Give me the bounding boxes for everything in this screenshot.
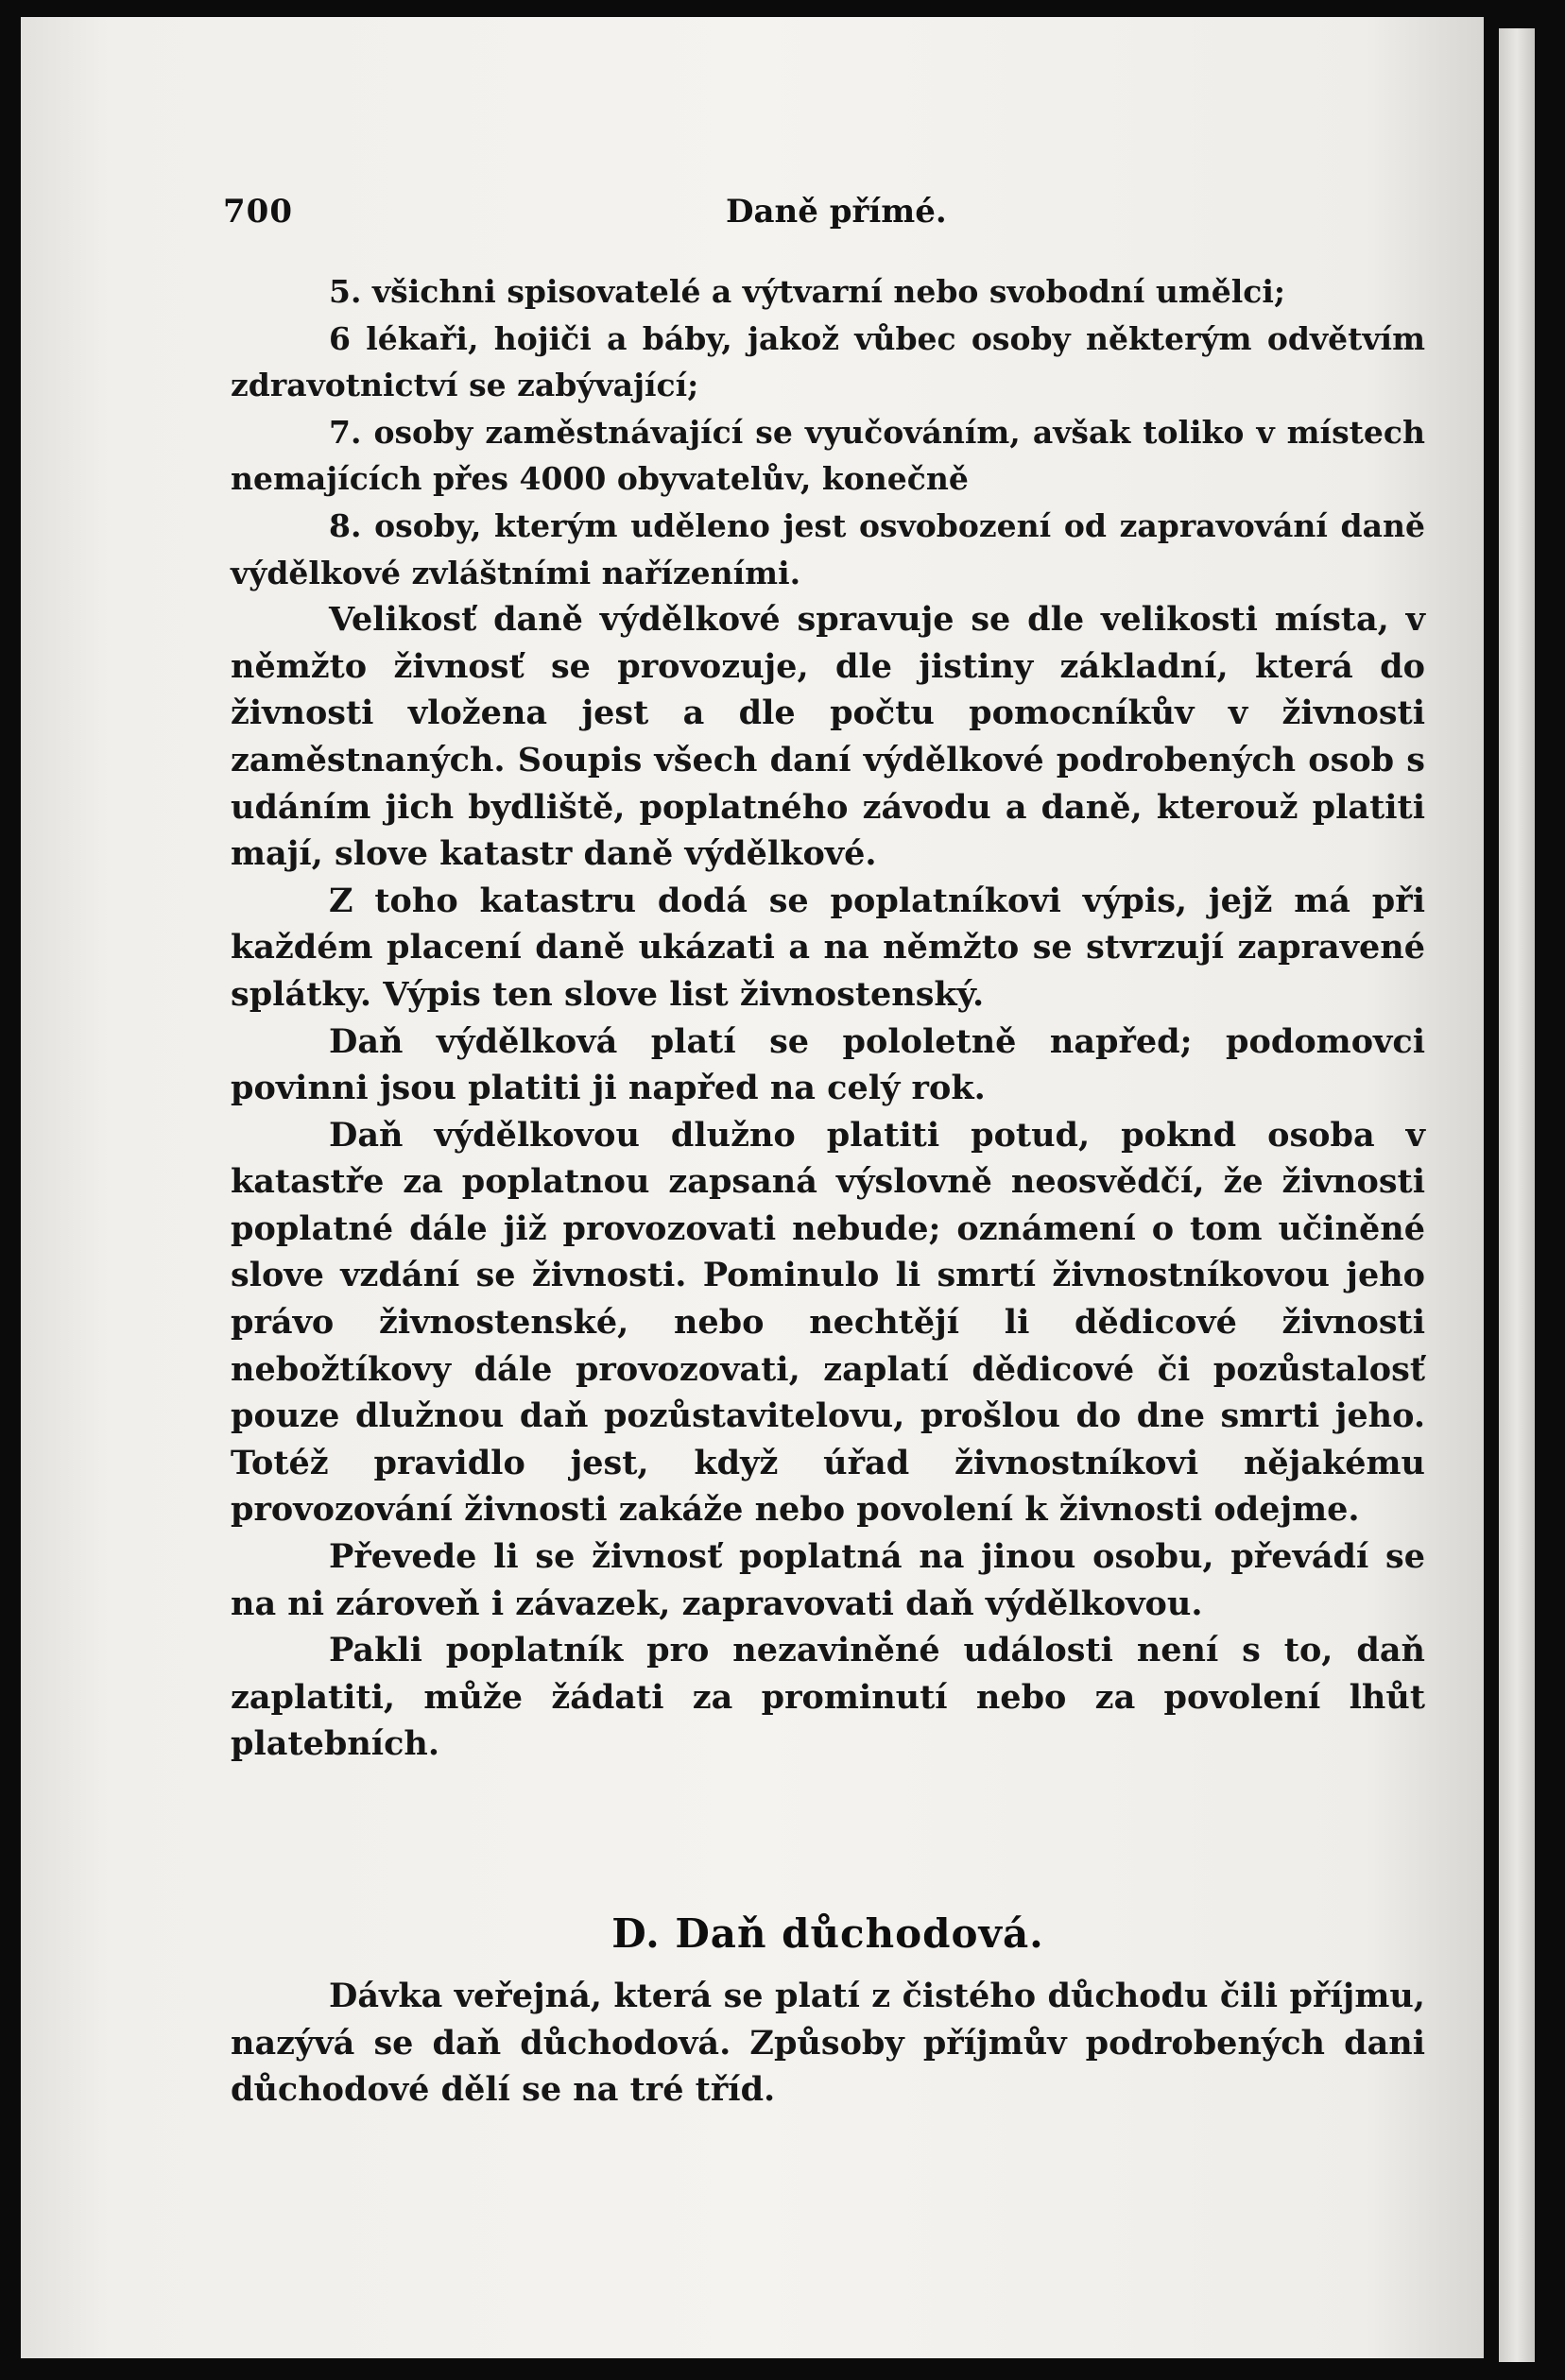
running-head (223, 193, 1425, 249)
list-item: 8. osoby, kterým uděleno jest osvobození od zapravování daně výdělkové zvláštními nařízeními. (231, 506, 1425, 591)
adjacent-page-edge (1499, 28, 1535, 2362)
paragraph: Velikosť daně výdělkové spravuje se dle velikosti místa, v němžto živnosť se provozuje, dle jistiny základní, která do živnosti vložena jest a dle počtu pomocníkův v živnosti zaměstnaných. Soupis všech daní výdělkové podrobených osob s udáním jich bydliště, poplatného závodu a daně, kterouž platiti mají, slove katastr daně výdělkové. (231, 600, 1425, 874)
list-item: 5. všichni spisovatelé a výtvarní nebo svobodní umělci; (329, 273, 1286, 310)
paragraph: Z toho katastru dodá se poplatníkovi výpis, jejž má při každém placení daně ukázati a na němžto se stvrzují zapravené splátky. Výpis ten slove list živnostenský. (231, 881, 1425, 1014)
paragraph: Převede li se živnosť poplatná na jinou osobu, převádí se na ni zároveň i závazek, zapravovati daň výdělkovou. (231, 1537, 1425, 1623)
paragraph: Dávka veřejná, která se platí z čistého důchodu čili příjmu, nazývá se daň důchodová. Způsoby příjmův podrobených dani důchodové dělí se na tré tříd. (231, 1977, 1425, 2110)
paragraph: Pakli poplatník pro nezaviněné události není s to, daň zaplatiti, může žádati za prominutí nebo za povolení lhůt platebních. (231, 1631, 1425, 1764)
section-body-text (231, 1973, 1425, 2114)
list-item: 6 lékaři, hojiči a báby, jakož vůbec osoby některým odvětvím zdravotnictví se zabývající; (231, 319, 1425, 404)
page-number: 700 (223, 193, 293, 231)
body-text (231, 268, 1425, 1768)
section-heading: D. Daň důchodová. (611, 1910, 1044, 1957)
running-title: Daně přímé. (726, 193, 947, 231)
paragraph: Daň výdělková platí se pololetně napřed; podomovci povinni jsou platiti ji napřed na celý rok. (231, 1021, 1425, 1108)
paragraph: Daň výdělkovou dlužno platiti potud, poknd osoba v katastře za poplatnou zapsaná výslovně neosvědčí, že živnosti poplatné dále již provozovati nebude; oznámení o tom učiněné slove vzdání se živnosti. Pominulo li smrtí živnostníkovou jeho právo živnostenské, nebo nechtějí li dědicové živnosti nebožtíkovy dále provozovati, zaplatí dědicové či pozůstalosť pouze dlužnou daň pozůstavitelovu, prošlou do dne smrti jeho. Totéž pravidlo jest, když úřad živnostníkovi nějakému provozování živnosti zakáže nebo povolení k živnosti odejme. (231, 1115, 1425, 1530)
list-item: 7. osoby zaměstnávající se vyučováním, avšak toliko v místech nemajících přes 4000 obyvatelův, konečně (231, 413, 1425, 498)
